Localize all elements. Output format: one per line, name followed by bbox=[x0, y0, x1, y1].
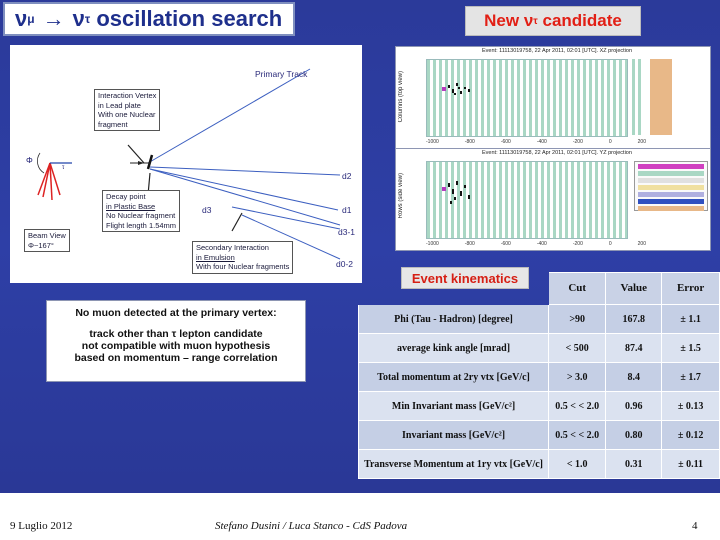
row-label: average kink angle [mrad] bbox=[359, 334, 549, 363]
event-bottom-hits bbox=[440, 171, 480, 221]
row-error: ± 1.7 bbox=[662, 363, 720, 392]
row-label: Transverse Momentum at 1ry vtx [GeV/c] bbox=[359, 450, 549, 479]
table-row bbox=[359, 392, 720, 421]
footer-authors: Stefano Dusini / Luca Stanco - CdS Padova bbox=[215, 520, 408, 532]
muon-note-box bbox=[46, 300, 306, 382]
event-top-header: Event: 11113019758, 22 Apr 2011, 02:01 [UTC]. XZ projection bbox=[482, 48, 633, 54]
tau-label: τ bbox=[62, 165, 65, 171]
row-value: 0.80 bbox=[606, 421, 662, 450]
event-top-ticks: -1000 -800 -600 -400 -200 0 200 bbox=[426, 139, 646, 145]
event-legend bbox=[634, 161, 708, 211]
candidate-heading: New ν τ candidate bbox=[465, 6, 641, 36]
muon-note-line: not compatible with muon hypothesis bbox=[81, 340, 271, 352]
secondary-interaction-box: Secondary Interaction in Emulsion With four Nuclear fragments bbox=[192, 241, 293, 274]
row-error: ± 0.11 bbox=[662, 450, 720, 479]
row-label: Total momentum at 2ry vtx [GeV/c] bbox=[359, 363, 549, 392]
row-value: 87.4 bbox=[606, 334, 662, 363]
row-cut: >90 bbox=[549, 305, 606, 334]
muon-note-line: No muon detected at the primary vertex: bbox=[75, 307, 277, 319]
table-row bbox=[359, 305, 720, 334]
event-top-ylabel: Columns (top view) bbox=[398, 71, 404, 123]
row-cut: 0.5 < < 2.0 bbox=[549, 421, 606, 450]
table-header-value: Value bbox=[606, 273, 662, 305]
table-row bbox=[359, 421, 720, 450]
event-top-orange-band bbox=[650, 59, 672, 135]
row-value: 167.8 bbox=[606, 305, 662, 334]
event-top-hits bbox=[440, 69, 480, 119]
table-row bbox=[359, 450, 720, 479]
event-bottom-ylabel: Rows (side view) bbox=[398, 173, 404, 219]
phi-label: Φ bbox=[26, 155, 33, 165]
row-value: 0.96 bbox=[606, 392, 662, 421]
d0-2-label: d0-2 bbox=[336, 259, 354, 269]
muon-note-line: track other than τ lepton candidate bbox=[89, 328, 263, 340]
interaction-vertex-box: Interaction Vertex in Lead plate With one Nuclear fragment bbox=[94, 89, 160, 131]
row-label: Min Invariant mass [GeV/c²] bbox=[359, 392, 549, 421]
footer-date: 9 Luglio 2012 bbox=[10, 520, 73, 532]
table-row bbox=[359, 334, 720, 363]
row-error: ± 0.13 bbox=[662, 392, 720, 421]
event-display-side-view bbox=[395, 148, 711, 251]
row-cut: > 3.0 bbox=[549, 363, 606, 392]
slide-title: ν μ → ν τ oscillation search bbox=[3, 2, 295, 36]
footer-page-number: 4 bbox=[692, 520, 698, 532]
muon-note-line: based on momentum – range correlation bbox=[74, 352, 278, 364]
event-bottom-ticks: -1000 -800 -600 -400 -200 0 200 bbox=[426, 241, 646, 247]
row-error: ± 0.12 bbox=[662, 421, 720, 450]
event-bottom-header: Event: 11113019758, 22 Apr 2011, 02:01 [UTC]. YZ projection bbox=[482, 150, 632, 156]
event-display-top-view bbox=[395, 46, 711, 149]
table-row bbox=[359, 363, 720, 392]
d3-label: d3 bbox=[202, 205, 212, 215]
kinematics-table bbox=[358, 272, 720, 479]
d3-1-label: d3-1 bbox=[338, 227, 356, 237]
table-header-error: Error bbox=[662, 273, 720, 305]
row-error: ± 1.5 bbox=[662, 334, 720, 363]
d2-label: d2 bbox=[342, 171, 352, 181]
event-topology-diagram bbox=[10, 45, 362, 283]
d1-label: d1 bbox=[342, 205, 352, 215]
row-cut: 0.5 < < 2.0 bbox=[549, 392, 606, 421]
decay-point-box: Decay point in Plastic Base No Nuclear fragment Flight length 1.54mm bbox=[102, 190, 180, 232]
row-value: 0.31 bbox=[606, 450, 662, 479]
event-top-extra-grid bbox=[632, 59, 642, 135]
row-value: 8.4 bbox=[606, 363, 662, 392]
primary-track-label: Primary Track bbox=[255, 69, 308, 79]
table-header-cut: Cut bbox=[549, 273, 606, 305]
row-cut: < 500 bbox=[549, 334, 606, 363]
row-label: Invariant mass [GeV/c²] bbox=[359, 421, 549, 450]
row-error: ± 1.1 bbox=[662, 305, 720, 334]
row-cut: < 1.0 bbox=[549, 450, 606, 479]
row-label: Phi (Tau - Hadron) [degree] bbox=[359, 305, 549, 334]
event-kinematics-heading: Event kinematics bbox=[401, 267, 529, 289]
beam-view-box: Beam View Φ~167° bbox=[24, 229, 70, 252]
